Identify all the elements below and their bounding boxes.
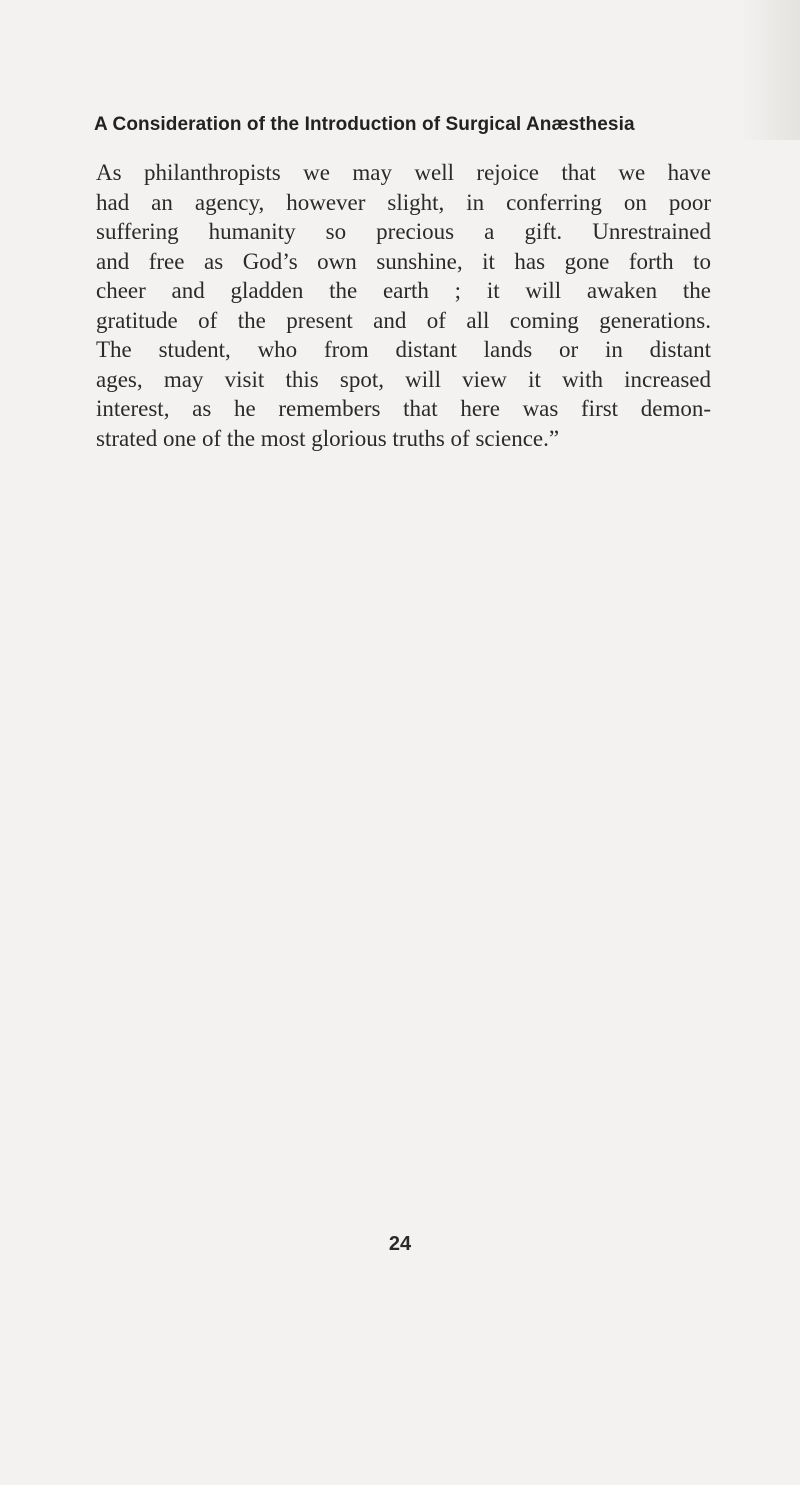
text-line: gratitude of the present and of all coming generations. [96, 307, 711, 333]
text-line: and free as God’s own sunshine, it has gone forth to [96, 248, 711, 274]
running-header: A Consideration of the Introduction of Surgical Anæsthesia [94, 114, 635, 135]
text-line: As philanthropists we may well rejoice that we have [96, 160, 711, 185]
text-line: strated one of the most glorious truths of science.” [96, 425, 560, 451]
text-line: suffering humanity so precious a gift. Unrestrained [96, 219, 711, 244]
text-line: had an agency, however slight, in conferring on poor [96, 189, 711, 215]
body-paragraph [96, 158, 711, 453]
text-line: ages, may visit this spot, will view it with increased [96, 366, 711, 392]
text-line: cheer and gladden the earth ; it will awaken the [96, 278, 711, 303]
page-number: 24 [388, 1233, 412, 1255]
text-line: The student, who from distant lands or in distant [96, 337, 711, 362]
text-line: interest, as he remembers that here was first demon- [96, 396, 711, 421]
page-edge-shadow [740, 0, 800, 140]
